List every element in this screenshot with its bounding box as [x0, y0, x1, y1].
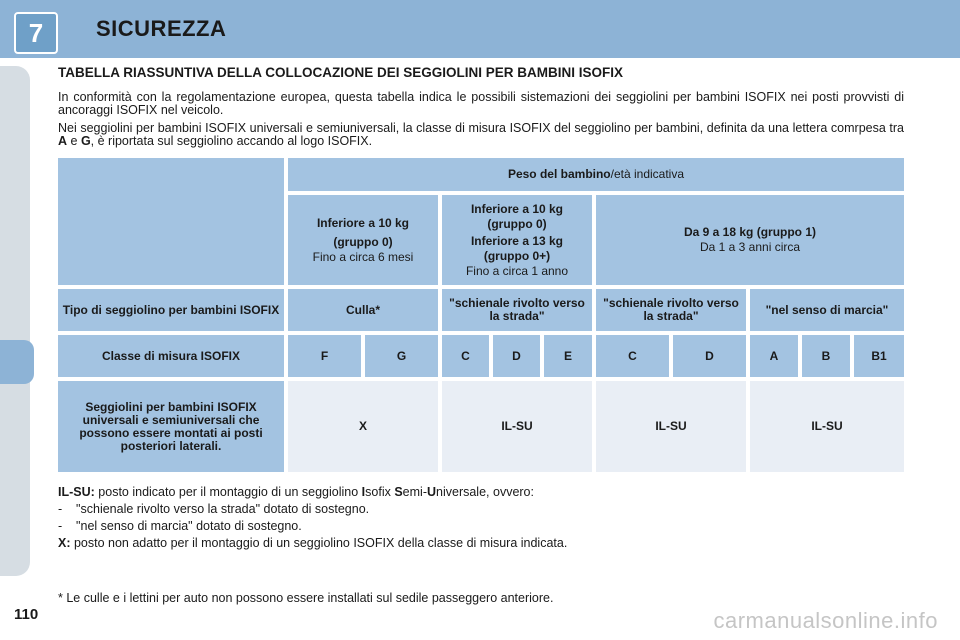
class-cell: C — [442, 335, 489, 377]
class-cell: A — [750, 335, 798, 377]
class-cell: B — [802, 335, 850, 377]
type-cell: "schienale rivolto verso la strada" — [596, 289, 746, 331]
legend-bullet: - "nel senso di marcia" dotato di sostegno. — [58, 519, 302, 533]
page-title: SICUREZZA — [96, 16, 227, 41]
seat-row-label: Seggiolini per bambini ISOFIX universali e semiuniversali che possono essere montati ai posti posteriori laterali. — [58, 381, 284, 472]
group-header-1: Da 9 a 18 kg (gruppo 1) Da 1 a 3 anni circa — [596, 195, 904, 285]
footnote: * Le culle e i lettini per auto non possono essere installati sul sedile passeggero anteriore. — [58, 591, 554, 605]
class-cell: D — [493, 335, 540, 377]
class-cell: B1 — [854, 335, 904, 377]
seat-cell: X — [288, 381, 438, 472]
class-cell: F — [288, 335, 361, 377]
group-header-0: Inferiore a 10 kg (gruppo 0) Fino a circa 6 mesi — [288, 195, 438, 285]
side-tab-marker — [0, 340, 34, 384]
intro-paragraph-1: In conformità con la regolamentazione europea, questa tabella indica le possibili sistemazioni dei seggiolini per bambini ISOFIX nei posti provvisti di ancoraggi ISOFIX nel veicolo. — [58, 90, 904, 117]
type-cell: "schienale rivolto verso la strada" — [442, 289, 592, 331]
chapter-badge — [14, 12, 58, 54]
class-cell: C — [596, 335, 669, 377]
legend-ilsu: IL-SU: posto indicato per il montaggio di un seggiolino Isofix Semi-Universale, ovvero: — [58, 485, 534, 499]
weight-header: Peso del bambino/età indicativa — [288, 158, 904, 191]
class-cell: D — [673, 335, 746, 377]
table-corner — [58, 158, 284, 285]
class-cell: G — [365, 335, 438, 377]
side-strip — [0, 66, 30, 576]
intro-section — [58, 62, 904, 148]
isofix-table — [58, 158, 904, 472]
watermark: carmanualsonline.info — [713, 608, 938, 633]
legend-notes — [58, 484, 904, 552]
legend-bullet: - "schienale rivolto verso la strada" dotato di sostegno. — [58, 502, 370, 516]
page-number: 110 — [14, 606, 39, 623]
type-row-label: Tipo di seggiolino per bambini ISOFIX — [58, 289, 284, 331]
seat-cell: IL-SU — [442, 381, 592, 472]
type-cell: Culla* — [288, 289, 438, 331]
chapter-number: 7 — [28, 17, 44, 48]
seat-cell: IL-SU — [596, 381, 746, 472]
seat-cell: IL-SU — [750, 381, 904, 472]
intro-paragraph-2: Nei seggiolini per bambini ISOFIX universali e semiuniversali, la classe di misura ISOFIX del seggiolino per bambini, definita da una lettera comrpesa tra A e G, è riportata sul seggiolino accando al logo ISOFIX. — [58, 121, 904, 148]
group-header-0plus: Inferiore a 10 kg (gruppo 0) Inferiore a 13 kg (gruppo 0+) Fino a circa 1 anno — [442, 195, 592, 285]
class-row-label: Classe di misura ISOFIX — [58, 335, 284, 377]
section-title: TABELLA RIASSUNTIVA DELLA COLLOCAZIONE DEI SEGGIOLINI PER BAMBINI ISOFIX — [58, 65, 624, 80]
type-cell: "nel senso di marcia" — [750, 289, 904, 331]
legend-x: X: posto non adatto per il montaggio di un seggiolino ISOFIX della classe di misura indicata. — [58, 536, 568, 550]
class-cell: E — [544, 335, 592, 377]
